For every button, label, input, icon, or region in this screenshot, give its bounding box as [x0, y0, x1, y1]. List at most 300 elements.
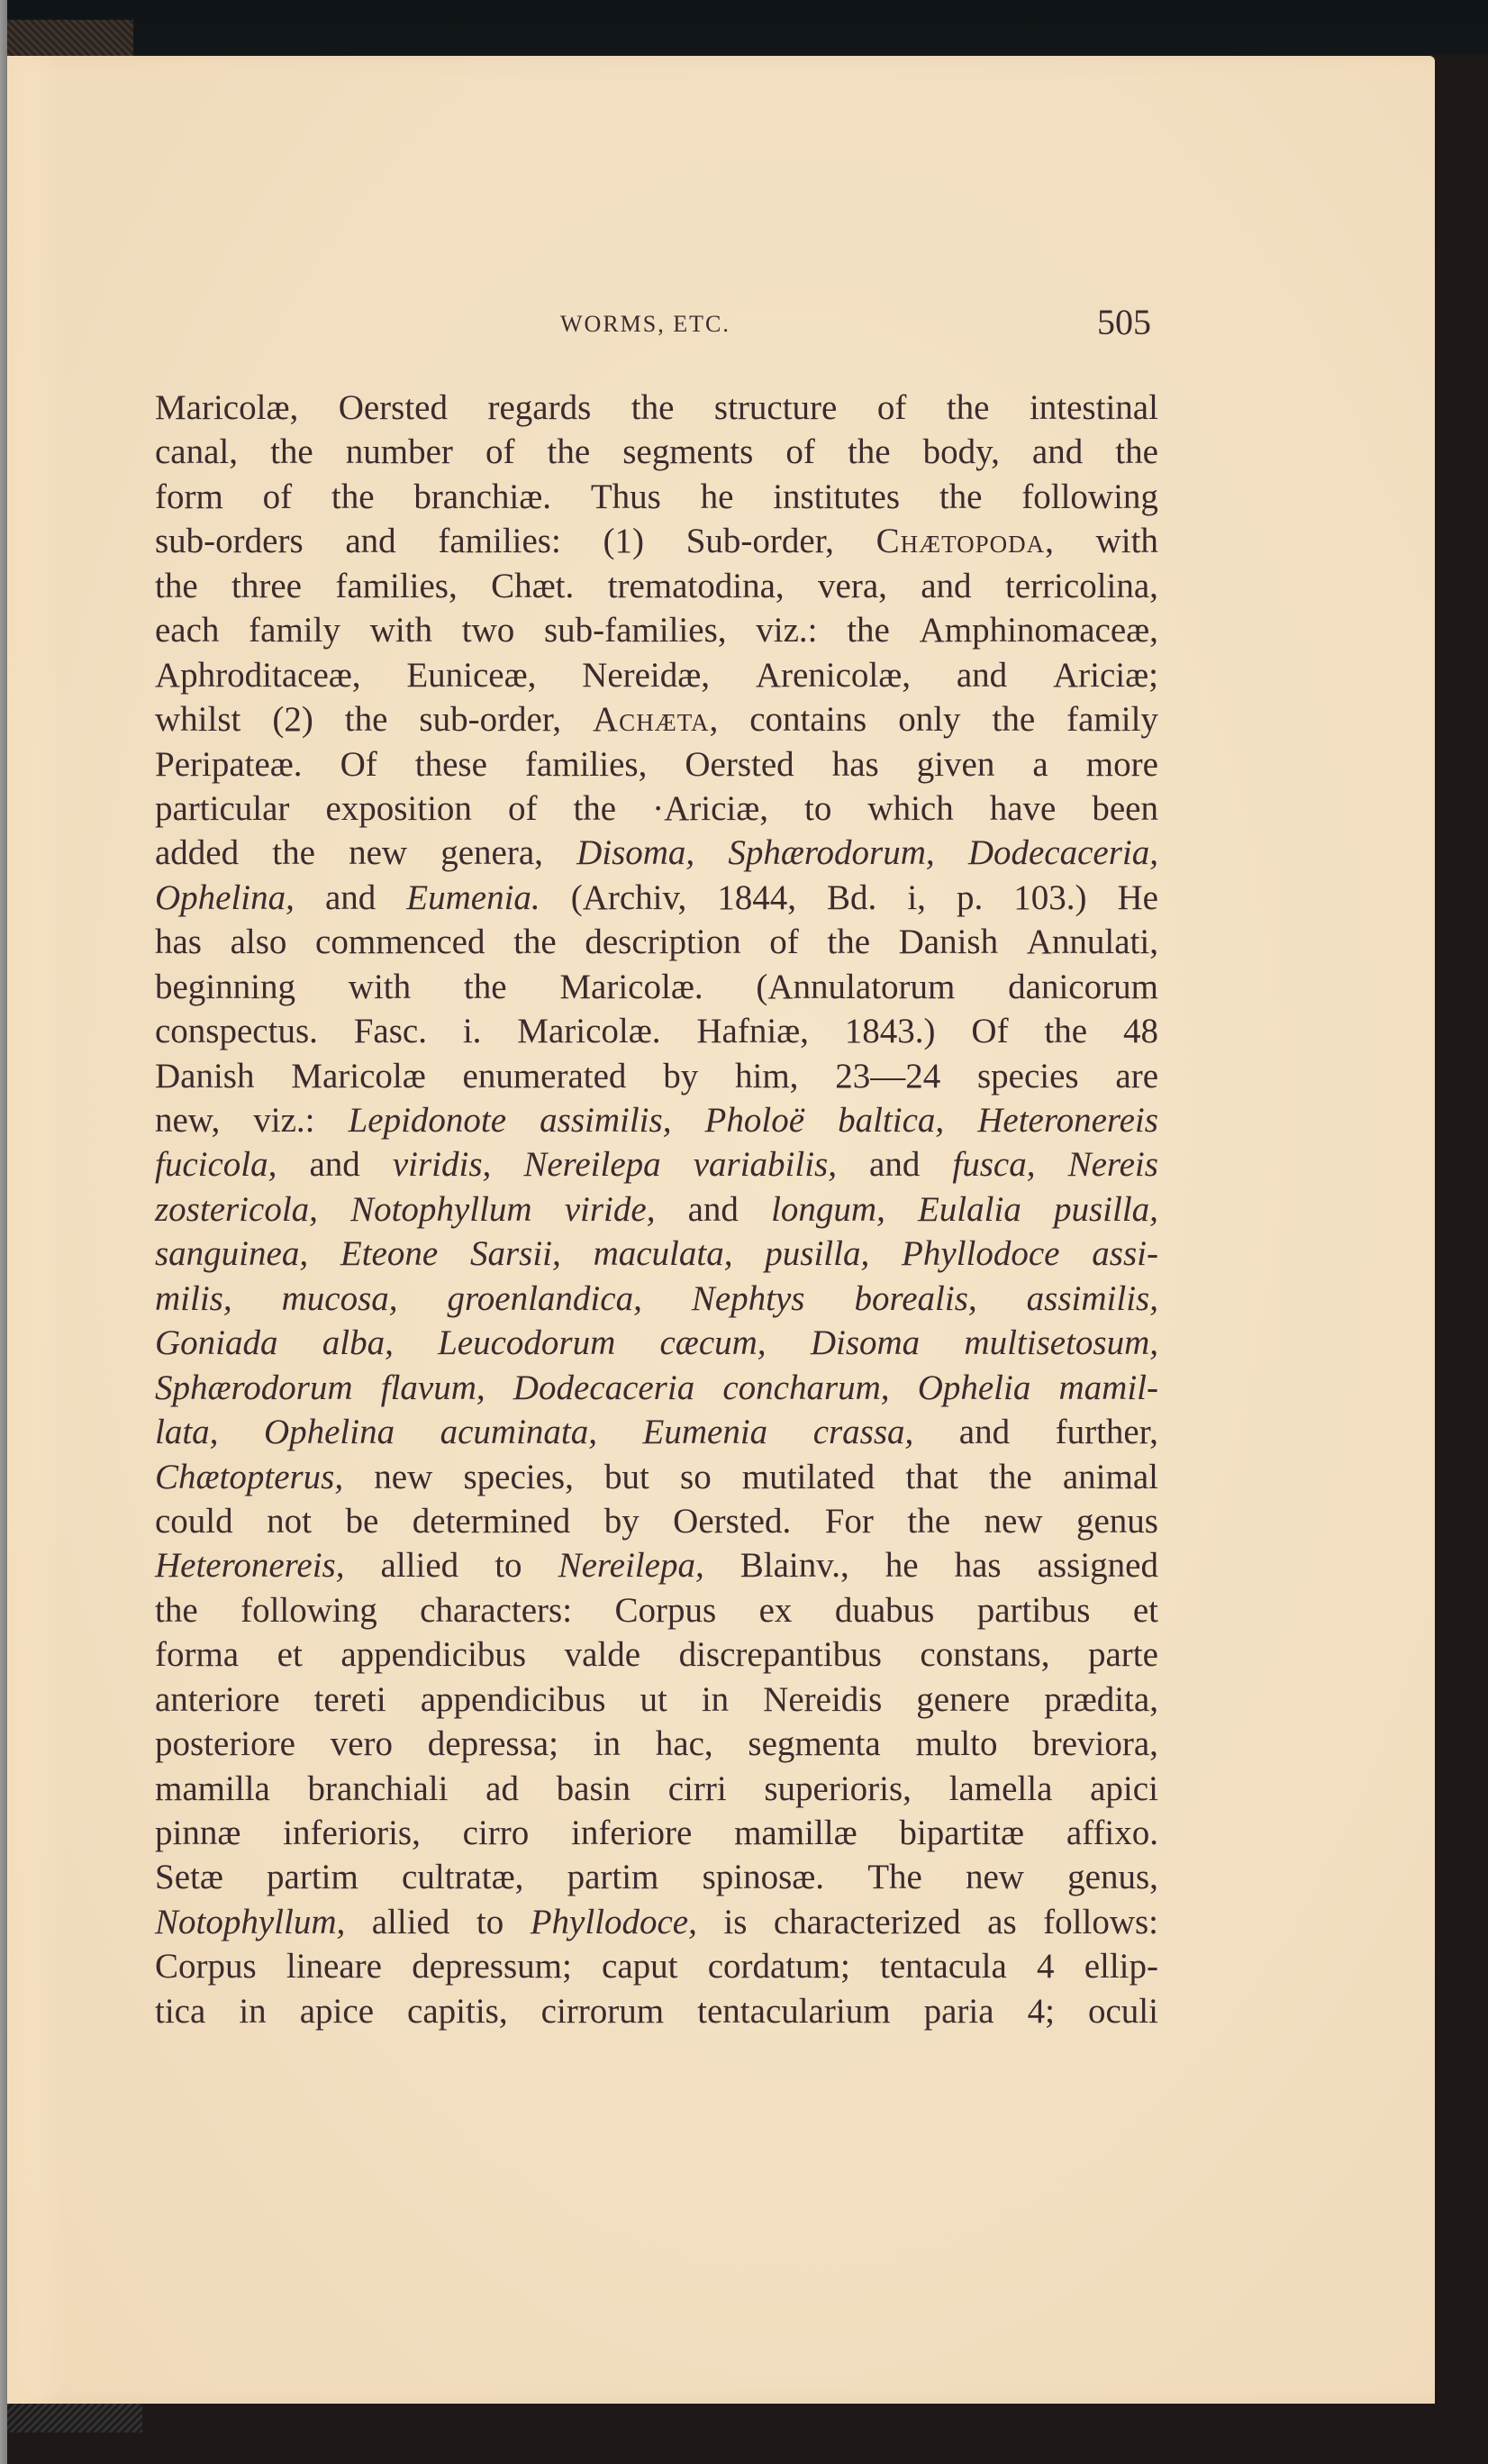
text-run: cordatum;: [707, 1947, 850, 1987]
word: [277, 1632, 303, 1677]
text-run: be: [345, 1501, 379, 1541]
text-run: Amphinomaceæ,: [919, 611, 1158, 650]
italic-run: concharum,: [722, 1368, 890, 1407]
word: [1027, 920, 1158, 964]
word: [880, 1944, 1007, 1988]
word: [703, 1855, 824, 1899]
text-run: basin: [556, 1768, 631, 1808]
text-run: danicorum: [1008, 967, 1158, 1006]
text-run: affixo.: [1066, 1814, 1158, 1852]
text-line: [155, 475, 1158, 519]
text-run: capitis,: [407, 1991, 508, 2031]
text-run: Oersted: [685, 744, 794, 784]
text-run: and: [921, 566, 972, 605]
word: [594, 1232, 733, 1276]
word: [723, 1900, 747, 1944]
word: [869, 1142, 920, 1187]
word: [155, 1009, 318, 1053]
word: [508, 786, 538, 831]
text-run: but: [604, 1457, 649, 1496]
word: [354, 1009, 427, 1053]
text-run: Fasc.: [353, 1012, 427, 1051]
word: [531, 1900, 697, 1944]
word: [1115, 1054, 1158, 1098]
word: [331, 1722, 393, 1766]
word: [413, 1499, 570, 1543]
word: [916, 1678, 1010, 1722]
word: [1032, 1722, 1158, 1766]
word: [614, 1588, 716, 1632]
text-run: Nereidæ,: [582, 655, 711, 695]
text-run: 1843.): [844, 1012, 936, 1051]
word: [476, 1900, 504, 1944]
word: [513, 1366, 694, 1410]
text-run: cirrorum: [540, 1991, 665, 2031]
text-run: families:: [438, 522, 561, 561]
word: [785, 430, 815, 474]
text-run: could: [155, 1501, 233, 1541]
word: [899, 1811, 1024, 1855]
text-run: partim: [267, 1858, 358, 1897]
text-run: inferiore: [571, 1814, 693, 1852]
text-run: (1): [603, 522, 645, 561]
text-run: of: [507, 788, 538, 828]
text-run: (Annulatorum: [756, 967, 956, 1006]
word: [847, 608, 890, 652]
word: [571, 1811, 692, 1855]
word: [722, 1366, 889, 1410]
text-run: in: [593, 1724, 622, 1764]
text-run: the: [331, 477, 375, 516]
word: [876, 519, 1054, 563]
text-run: constans,: [920, 1635, 1050, 1675]
small-caps-run: Chætopoda: [876, 522, 1046, 561]
word: [559, 965, 703, 1009]
word: [421, 1678, 606, 1722]
word: [523, 1142, 660, 1187]
text-run: in: [239, 1991, 267, 2031]
text-run: the: [992, 700, 1036, 740]
text-run: by: [603, 1501, 640, 1541]
word: [818, 564, 887, 608]
text-run: cirro: [462, 1814, 530, 1852]
word: [155, 1855, 223, 1899]
text-run: the: [270, 432, 313, 472]
text-run: superioris,: [764, 1768, 912, 1808]
word: [1027, 1277, 1158, 1321]
word: [955, 1543, 1002, 1587]
text-run: has: [155, 923, 202, 962]
italic-run: Eulalia: [917, 1189, 1021, 1229]
text-run: new: [984, 1501, 1043, 1541]
word: [1084, 1944, 1158, 1988]
word: [381, 1543, 459, 1587]
word: [350, 1187, 532, 1232]
word: [571, 876, 687, 920]
word: [407, 1989, 508, 2033]
word: [977, 1054, 1079, 1098]
text-line: [155, 742, 1158, 786]
word: [155, 1632, 239, 1677]
text-line: [155, 1054, 1158, 1098]
text-run: duabus: [834, 1590, 935, 1630]
word: [631, 386, 675, 430]
word: [832, 742, 879, 786]
text-run: ,: [1045, 522, 1054, 561]
text-run: Of: [971, 1012, 1009, 1051]
word: [608, 564, 785, 608]
word: [415, 742, 487, 786]
word: [300, 1989, 374, 2033]
text-run: oculi: [1088, 1991, 1158, 2031]
text-run: vera,: [818, 566, 887, 605]
word: [345, 1499, 378, 1543]
text-run: the: [547, 432, 591, 472]
text-run: Thus: [590, 477, 661, 516]
word: [885, 1543, 919, 1587]
text-run: paria: [923, 1991, 994, 2031]
word: [920, 1632, 1049, 1677]
italic-run: Sphærodorum: [155, 1368, 353, 1407]
text-run: also: [230, 923, 287, 962]
word: [1066, 1811, 1158, 1855]
text-run: lamella: [948, 1768, 1053, 1808]
italic-run: Eteone: [340, 1234, 439, 1274]
text-run: Aphroditaceæ,: [155, 655, 361, 695]
text-run: description: [585, 923, 741, 962]
text-line: [155, 697, 1158, 741]
text-run: form: [155, 477, 223, 516]
text-run: more: [1085, 744, 1158, 784]
italic-run: assimilis,: [1026, 1278, 1158, 1318]
text-run: tentacula: [880, 1947, 1007, 1987]
italic-run: Nereilepa,: [558, 1546, 704, 1586]
text-run: Hafniæ,: [696, 1012, 809, 1051]
text-run: with: [369, 611, 433, 650]
word: [984, 1499, 1043, 1543]
text-run: segmenta: [748, 1724, 881, 1764]
word: [977, 1588, 1091, 1632]
word: [749, 697, 866, 741]
word: [283, 1811, 421, 1855]
text-line: [155, 1455, 1158, 1499]
body-text: [155, 386, 1158, 2033]
word: [406, 876, 540, 920]
word: [918, 1187, 1021, 1232]
word: [412, 1944, 572, 1988]
text-run: mamillæ: [734, 1814, 857, 1852]
text-run: posteriore: [155, 1724, 295, 1764]
text-run: Maricolæ.: [517, 1012, 661, 1051]
word: [898, 697, 960, 741]
text-run: branchiæ.: [413, 477, 552, 516]
text-run: ·Ariciæ,: [652, 788, 769, 828]
text-run: ellip-: [1084, 1947, 1158, 1987]
word: [769, 920, 799, 964]
word: [440, 1410, 597, 1454]
text-run: Ariciæ;: [1052, 655, 1158, 695]
text-run: lineare: [286, 1947, 382, 1987]
text-run: ex: [758, 1590, 793, 1630]
word: [548, 430, 591, 474]
italic-run: Lepidonote: [348, 1101, 507, 1140]
text-run: the: [939, 477, 983, 516]
text-run: following: [1021, 477, 1158, 516]
word: [155, 831, 239, 875]
italic-run: mucosa,: [281, 1278, 398, 1318]
word: [740, 1543, 849, 1587]
text-run: (2): [272, 700, 313, 740]
italic-run: Phyllodoce: [902, 1234, 1060, 1274]
word: [267, 1855, 358, 1899]
italic-run: Ophelina: [263, 1413, 395, 1452]
word: [155, 653, 361, 697]
text-run: i.: [462, 1012, 482, 1051]
word: [155, 920, 202, 964]
word: [764, 1767, 912, 1811]
word: [952, 1142, 1035, 1187]
word: [977, 1098, 1158, 1142]
text-run: has: [831, 744, 879, 784]
word: [923, 430, 1000, 474]
word: [1043, 1900, 1158, 1944]
word: [835, 1588, 935, 1632]
text-run: he: [885, 1546, 919, 1586]
word: [987, 1900, 1017, 1944]
word: [155, 1410, 218, 1454]
word: [402, 1855, 523, 1899]
text-run: and: [958, 1413, 1011, 1452]
text-line: [155, 876, 1158, 920]
text-run: intestinal: [1029, 388, 1158, 427]
text-run: et: [1132, 1590, 1158, 1630]
text-run: number: [345, 432, 453, 472]
text-line: [155, 430, 1158, 474]
word: [494, 1543, 522, 1587]
word: [1067, 1855, 1158, 1899]
text-run: which: [867, 788, 954, 828]
text-run: have: [989, 788, 1057, 828]
text-run: branchiali: [307, 1768, 449, 1808]
italic-run: alba,: [322, 1323, 394, 1363]
text-run: appendicibus: [340, 1635, 527, 1675]
word: [155, 1499, 233, 1543]
word: [372, 1900, 450, 1944]
italic-run: multisetosum,: [964, 1323, 1158, 1363]
text-run: depressa;: [427, 1724, 558, 1764]
word: [270, 430, 313, 474]
text-run: genus: [1075, 1501, 1158, 1541]
text-line: [155, 965, 1158, 1009]
text-run: with: [1095, 522, 1158, 561]
text-run: bipartitæ: [899, 1814, 1025, 1852]
text-run: cultratæ,: [402, 1858, 524, 1897]
word: [325, 786, 472, 831]
text-run: has: [954, 1546, 1002, 1586]
text-run: structure: [713, 388, 838, 427]
text-run: characters:: [420, 1590, 573, 1630]
text-run: regards: [487, 388, 592, 427]
word: [565, 1632, 640, 1677]
word: [513, 920, 557, 964]
word: [419, 697, 561, 741]
word: [1013, 876, 1086, 920]
word: [855, 1277, 977, 1321]
text-run: tentacularium: [697, 1991, 891, 2031]
word: [1063, 1455, 1158, 1499]
italic-run: baltica,: [838, 1101, 945, 1140]
text-run: the: [272, 833, 315, 873]
word: [485, 1767, 519, 1811]
word: [602, 1944, 677, 1988]
word: [728, 831, 934, 875]
text-line: [155, 653, 1158, 697]
text-run: new,: [155, 1101, 221, 1140]
text-line: [155, 608, 1158, 652]
text-run: to: [494, 1546, 522, 1586]
word: [487, 386, 591, 430]
word: [393, 1142, 491, 1187]
word: [622, 430, 753, 474]
text-run: Corpus: [155, 1947, 257, 1987]
word: [656, 1722, 713, 1766]
text-run: as: [987, 1902, 1017, 1941]
italic-run: Disoma: [810, 1323, 921, 1363]
word: [920, 608, 1158, 652]
word: [155, 697, 240, 741]
text-run: that: [905, 1457, 958, 1496]
word: [701, 475, 734, 519]
word: [155, 965, 295, 1009]
text-run: families,: [524, 744, 648, 784]
text-line: [155, 1811, 1158, 1855]
text-run: these: [414, 744, 487, 784]
text-run: him,: [735, 1056, 799, 1096]
word: [155, 1098, 220, 1142]
text-run: of: [769, 923, 799, 962]
italic-run: sanguinea,: [155, 1234, 309, 1274]
text-run: the: [1044, 1012, 1088, 1051]
word: [692, 1277, 805, 1321]
text-run: ad: [485, 1768, 519, 1808]
page-number: 505: [1097, 302, 1151, 342]
text-run: following: [240, 1590, 377, 1630]
text-run: a: [1032, 744, 1048, 784]
word: [155, 1321, 278, 1365]
word: [838, 1098, 944, 1142]
text-run: particular: [155, 788, 290, 828]
word: [322, 1321, 394, 1365]
italic-run: Ophelina,: [155, 877, 295, 917]
italic-run: cæcum,: [659, 1323, 767, 1363]
word: [346, 430, 453, 474]
text-run: sub-order,: [419, 700, 562, 740]
word: [308, 1767, 449, 1811]
text-run: sub-orders: [155, 522, 304, 561]
text-run: multo: [915, 1724, 998, 1764]
text-run: vero: [330, 1724, 394, 1764]
word: [428, 1722, 558, 1766]
text-run: commenced: [315, 923, 485, 962]
word: [155, 608, 219, 652]
text-run: Maricolæ.: [559, 967, 703, 1006]
word: [604, 1499, 640, 1543]
text-run: Danish: [155, 1056, 255, 1096]
word: [331, 475, 375, 519]
word: [1118, 876, 1158, 920]
word: [573, 786, 616, 831]
text-line: [155, 1722, 1158, 1766]
text-run: beginning: [155, 967, 295, 1006]
word: [679, 1632, 882, 1677]
word: [1076, 1499, 1158, 1543]
word: [315, 920, 485, 964]
word: [253, 1098, 314, 1142]
text-run: i,: [907, 877, 926, 917]
word: [966, 1855, 1024, 1899]
word: [759, 1588, 793, 1632]
text-run: and: [309, 1145, 360, 1185]
text-run: Euniceæ,: [406, 655, 537, 695]
word: [309, 1142, 359, 1187]
word: [565, 1187, 656, 1232]
italic-run: milis,: [155, 1278, 232, 1318]
text-run: and: [869, 1145, 921, 1185]
text-run: 103.): [1013, 877, 1087, 917]
word: [155, 1944, 257, 1988]
word: [155, 1588, 198, 1632]
word: [915, 1722, 997, 1766]
book-page: [7, 56, 1435, 2404]
word: [440, 831, 543, 875]
word: [155, 1989, 205, 2033]
word: [517, 1009, 660, 1053]
word: [406, 653, 536, 697]
word: [464, 965, 507, 1009]
word: [591, 475, 661, 519]
text-run: family: [249, 611, 340, 650]
word: [155, 564, 198, 608]
text-run: and: [324, 877, 377, 917]
word: [959, 1410, 1010, 1454]
text-run: of: [485, 432, 515, 472]
italic-run: Ophelia: [917, 1368, 1031, 1407]
text-run: new: [349, 833, 408, 873]
text-run: of: [785, 432, 815, 472]
text-run: p.: [956, 877, 984, 917]
italic-run: crassa,: [812, 1413, 914, 1452]
text-run: viz.:: [756, 611, 818, 650]
text-line: [155, 831, 1158, 875]
word: [1092, 1232, 1158, 1276]
italic-run: Disoma,: [576, 833, 695, 873]
word: [905, 1455, 957, 1499]
word: [264, 1410, 395, 1454]
word: [438, 1321, 615, 1365]
text-run: Sub-order,: [685, 522, 834, 561]
word: [340, 1632, 526, 1677]
text-run: allied: [380, 1546, 459, 1586]
word: [964, 1321, 1158, 1365]
text-run: sub-families,: [543, 611, 727, 650]
word: [680, 1455, 712, 1499]
text-run: Peripateæ.: [155, 744, 303, 784]
word: [697, 1989, 890, 2033]
text-run: breviora,: [1032, 1724, 1158, 1764]
word: [593, 697, 718, 741]
word: [705, 1098, 804, 1142]
text-run: the: [827, 923, 871, 962]
